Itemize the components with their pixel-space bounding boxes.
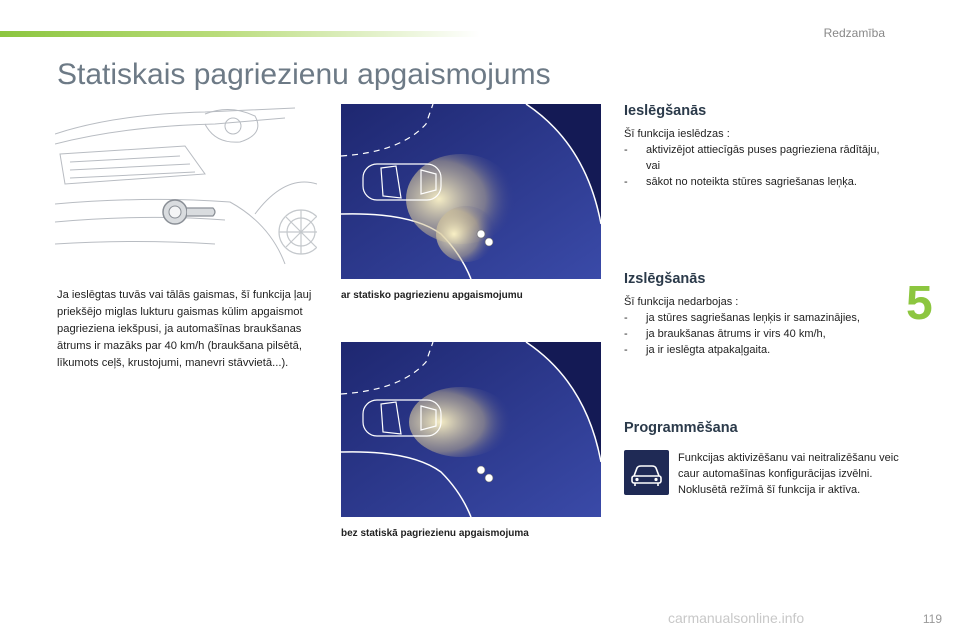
list-item [624, 342, 914, 358]
car-front-drawing [55, 104, 317, 272]
list-marker: - [624, 144, 628, 156]
diagram-with-cornering-light [341, 104, 601, 279]
programming-text-1: Funkcijas aktivizēšanu vai neitralizēšanu veic caur automašīnas konfigurācijas izvēlni. [678, 452, 899, 480]
programming-text-2: Noklusētā režīmā šī funkcija ir aktīva. [678, 484, 861, 496]
page-number: 119 [922, 612, 942, 626]
deactivation-item-2: ja braukšanas ātrums ir virs 40 km/h, [646, 328, 826, 340]
programming-heading: Programmēšana [624, 420, 738, 436]
watermark: carmanualsonline.info [668, 610, 805, 626]
deactivation-block [624, 294, 914, 358]
list-item [624, 142, 914, 158]
activation-or: vai [646, 160, 661, 172]
activation-heading: Ieslēgšanās [624, 103, 707, 119]
deactivation-item-3: ja ir ieslēgta atpakaļgaita. [646, 344, 771, 356]
diagram-caption-without: bez statiskā pagriezienu apgaismojuma [341, 528, 529, 539]
deactivation-item-1: ja stūres sagriešanas leņķis ir samazinājies, [646, 312, 860, 324]
list-marker: - [624, 328, 628, 340]
diagram-without-cornering-light [341, 342, 601, 517]
list-item [624, 310, 914, 326]
deactivation-heading: Izslēgšanās [624, 271, 706, 287]
list-marker: - [624, 344, 628, 356]
list-item [624, 174, 914, 190]
list-marker: - [624, 312, 628, 324]
diagram-caption-with: ar statisko pagriezienu apgaismojumu [341, 290, 523, 301]
activation-lead: Šī funkcija ieslēdzas : [624, 128, 730, 140]
programming-text [678, 450, 908, 498]
activation-item-1: aktivizējot attiecīgās puses pagrieziena rādītāju, [646, 144, 880, 156]
deactivation-lead: Šī funkcija nedarbojas : [624, 296, 739, 308]
list-marker: - [624, 176, 628, 188]
page-title: Statiskais pagriezienu apgaismojums [57, 58, 551, 91]
header-accent-bar [0, 31, 480, 37]
list-item [624, 326, 914, 342]
car-settings-icon [624, 450, 669, 495]
intro-paragraph: Ja ieslēgtas tuvās vai tālās gaismas, šī funkcija ļauj priekšējo miglas lukturu gaismas kūlim apgaismot pagrieziena iekšpusi, ja automašīnas braukšanas ātrums ir mazāks par 40 km/h (braukšana pilsētā, līkumots ceļš, krustojumi, manevri stāvvietā...). [57, 289, 312, 369]
chapter-number: 5 [906, 277, 933, 330]
activation-item-2: sākot no noteikta stūres sagriešanas leņķa. [646, 176, 857, 188]
activation-block [624, 126, 914, 190]
section-name: Redzamība [823, 26, 885, 40]
